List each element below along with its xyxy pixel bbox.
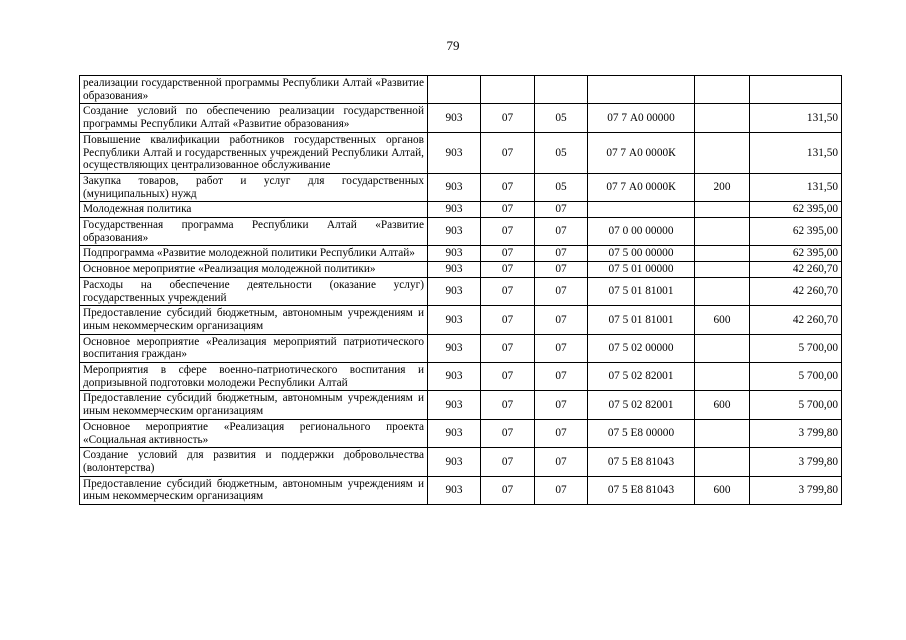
expense-type-cell	[695, 132, 750, 173]
amount-cell	[750, 76, 842, 104]
row-name: Расходы на обеспечение деятельности (оказание услуг) государственных учреждений	[80, 277, 428, 305]
target-article-cell: 07 5 00 00000	[588, 246, 695, 262]
amount-cell: 131,50	[750, 132, 842, 173]
amount-cell: 3 799,80	[750, 476, 842, 504]
subsection-cell	[535, 76, 588, 104]
target-article-cell: 07 5 Е8 81043	[588, 476, 695, 504]
expense-type-cell	[695, 448, 750, 476]
section-cell: 07	[481, 246, 535, 262]
target-article-cell	[588, 76, 695, 104]
row-name: Молодежная политика	[80, 202, 428, 218]
grbs-cell: 903	[428, 391, 481, 419]
row-name: Закупка товаров, работ и услуг для государственных (муниципальных) нужд	[80, 173, 428, 201]
row-name: Повышение квалификации работников государственных органов Республики Алтай и государственных учреждений Республики Алтай, осуществляющих централизованное обслуживание	[80, 132, 428, 173]
amount-cell: 42 260,70	[750, 277, 842, 305]
amount-cell: 3 799,80	[750, 419, 842, 447]
row-name: реализации государственной программы Республики Алтай «Развитие образования»	[80, 76, 428, 104]
grbs-cell: 903	[428, 448, 481, 476]
amount-cell: 62 395,00	[750, 246, 842, 262]
expense-type-cell	[695, 363, 750, 391]
subsection-cell: 07	[535, 448, 588, 476]
table-row	[80, 306, 842, 334]
subsection-cell: 05	[535, 104, 588, 132]
row-name: Основное мероприятие «Реализация мероприятий патриотического воспитания граждан»	[80, 334, 428, 362]
expense-type-cell	[695, 419, 750, 447]
expense-type-cell	[695, 202, 750, 218]
amount-cell: 131,50	[750, 173, 842, 201]
grbs-cell: 903	[428, 363, 481, 391]
grbs-cell: 903	[428, 306, 481, 334]
expense-type-cell: 600	[695, 391, 750, 419]
row-name: Предоставление субсидий бюджетным, автономным учреждениям и иным некоммерческим организациям	[80, 391, 428, 419]
expense-type-cell	[695, 277, 750, 305]
amount-cell: 62 395,00	[750, 202, 842, 218]
target-article-cell	[588, 202, 695, 218]
section-cell	[481, 76, 535, 104]
table-row	[80, 448, 842, 476]
subsection-cell: 07	[535, 202, 588, 218]
budget-table	[79, 75, 842, 505]
expense-type-cell	[695, 218, 750, 246]
page-number: 79	[446, 38, 460, 53]
row-name: Создание условий по обеспечению реализации государственной программы Республики Алтай «Развитие образования»	[80, 104, 428, 132]
expense-type-cell	[695, 246, 750, 262]
grbs-cell: 903	[428, 476, 481, 504]
expense-type-cell: 600	[695, 476, 750, 504]
subsection-cell: 07	[535, 306, 588, 334]
subsection-cell: 07	[535, 246, 588, 262]
table-row	[80, 132, 842, 173]
grbs-cell: 903	[428, 262, 481, 278]
target-article-cell: 07 5 01 81001	[588, 306, 695, 334]
grbs-cell: 903	[428, 132, 481, 173]
subsection-cell: 07	[535, 262, 588, 278]
subsection-cell: 07	[535, 419, 588, 447]
section-cell: 07	[481, 277, 535, 305]
table-row	[80, 246, 842, 262]
target-article-cell: 07 5 01 81001	[588, 277, 695, 305]
subsection-cell: 07	[535, 277, 588, 305]
amount-cell: 62 395,00	[750, 218, 842, 246]
amount-cell: 5 700,00	[750, 334, 842, 362]
section-cell: 07	[481, 202, 535, 218]
subsection-cell: 07	[535, 363, 588, 391]
target-article-cell: 07 5 02 00000	[588, 334, 695, 362]
table-row	[80, 476, 842, 504]
subsection-cell: 07	[535, 476, 588, 504]
grbs-cell: 903	[428, 104, 481, 132]
section-cell: 07	[481, 448, 535, 476]
table-row	[80, 202, 842, 218]
subsection-cell: 05	[535, 132, 588, 173]
row-name: Создание условий для развития и поддержки добровольчества (волонтерства)	[80, 448, 428, 476]
row-name: Государственная программа Республики Алтай «Развитие образования»	[80, 218, 428, 246]
expense-type-cell: 600	[695, 306, 750, 334]
subsection-cell: 07	[535, 218, 588, 246]
section-cell: 07	[481, 262, 535, 278]
section-cell: 07	[481, 476, 535, 504]
target-article-cell: 07 7 А0 00000	[588, 104, 695, 132]
grbs-cell: 903	[428, 202, 481, 218]
section-cell: 07	[481, 419, 535, 447]
row-name: Предоставление субсидий бюджетным, автономным учреждениям и иным некоммерческим организациям	[80, 476, 428, 504]
section-cell: 07	[481, 306, 535, 334]
grbs-cell: 903	[428, 419, 481, 447]
subsection-cell: 07	[535, 391, 588, 419]
table-row	[80, 76, 842, 104]
section-cell: 07	[481, 334, 535, 362]
table-row	[80, 419, 842, 447]
amount-cell: 5 700,00	[750, 391, 842, 419]
section-cell: 07	[481, 173, 535, 201]
table-row	[80, 173, 842, 201]
grbs-cell: 903	[428, 246, 481, 262]
target-article-cell: 07 5 Е8 81043	[588, 448, 695, 476]
table-row	[80, 104, 842, 132]
target-article-cell: 07 5 Е8 00000	[588, 419, 695, 447]
table-row	[80, 277, 842, 305]
amount-cell: 42 260,70	[750, 262, 842, 278]
row-name: Подпрограмма «Развитие молодежной политики Республики Алтай»	[80, 246, 428, 262]
target-article-cell: 07 5 02 82001	[588, 391, 695, 419]
grbs-cell	[428, 76, 481, 104]
subsection-cell: 05	[535, 173, 588, 201]
row-name: Мероприятия в сфере военно-патриотического воспитания и допризывной подготовки молодежи Республики Алтай	[80, 363, 428, 391]
table-row	[80, 363, 842, 391]
amount-cell: 131,50	[750, 104, 842, 132]
grbs-cell: 903	[428, 173, 481, 201]
expense-type-cell: 200	[695, 173, 750, 201]
grbs-cell: 903	[428, 277, 481, 305]
grbs-cell: 903	[428, 334, 481, 362]
row-name: Основное мероприятие «Реализация регионального проекта «Социальная активность»	[80, 419, 428, 447]
grbs-cell: 903	[428, 218, 481, 246]
section-cell: 07	[481, 218, 535, 246]
target-article-cell: 07 5 01 00000	[588, 262, 695, 278]
expense-type-cell	[695, 76, 750, 104]
amount-cell: 42 260,70	[750, 306, 842, 334]
subsection-cell: 07	[535, 334, 588, 362]
table-row	[80, 391, 842, 419]
expense-type-cell	[695, 104, 750, 132]
target-article-cell: 07 5 02 82001	[588, 363, 695, 391]
section-cell: 07	[481, 363, 535, 391]
table-row	[80, 334, 842, 362]
section-cell: 07	[481, 104, 535, 132]
target-article-cell: 07 0 00 00000	[588, 218, 695, 246]
target-article-cell: 07 7 А0 0000К	[588, 132, 695, 173]
amount-cell: 3 799,80	[750, 448, 842, 476]
amount-cell: 5 700,00	[750, 363, 842, 391]
expense-type-cell	[695, 262, 750, 278]
section-cell: 07	[481, 391, 535, 419]
row-name: Основное мероприятие «Реализация молодежной политики»	[80, 262, 428, 278]
target-article-cell: 07 7 А0 0000К	[588, 173, 695, 201]
section-cell: 07	[481, 132, 535, 173]
table-row	[80, 218, 842, 246]
table-row	[80, 262, 842, 278]
row-name: Предоставление субсидий бюджетным, автономным учреждениям и иным некоммерческим организациям	[80, 306, 428, 334]
expense-type-cell	[695, 334, 750, 362]
